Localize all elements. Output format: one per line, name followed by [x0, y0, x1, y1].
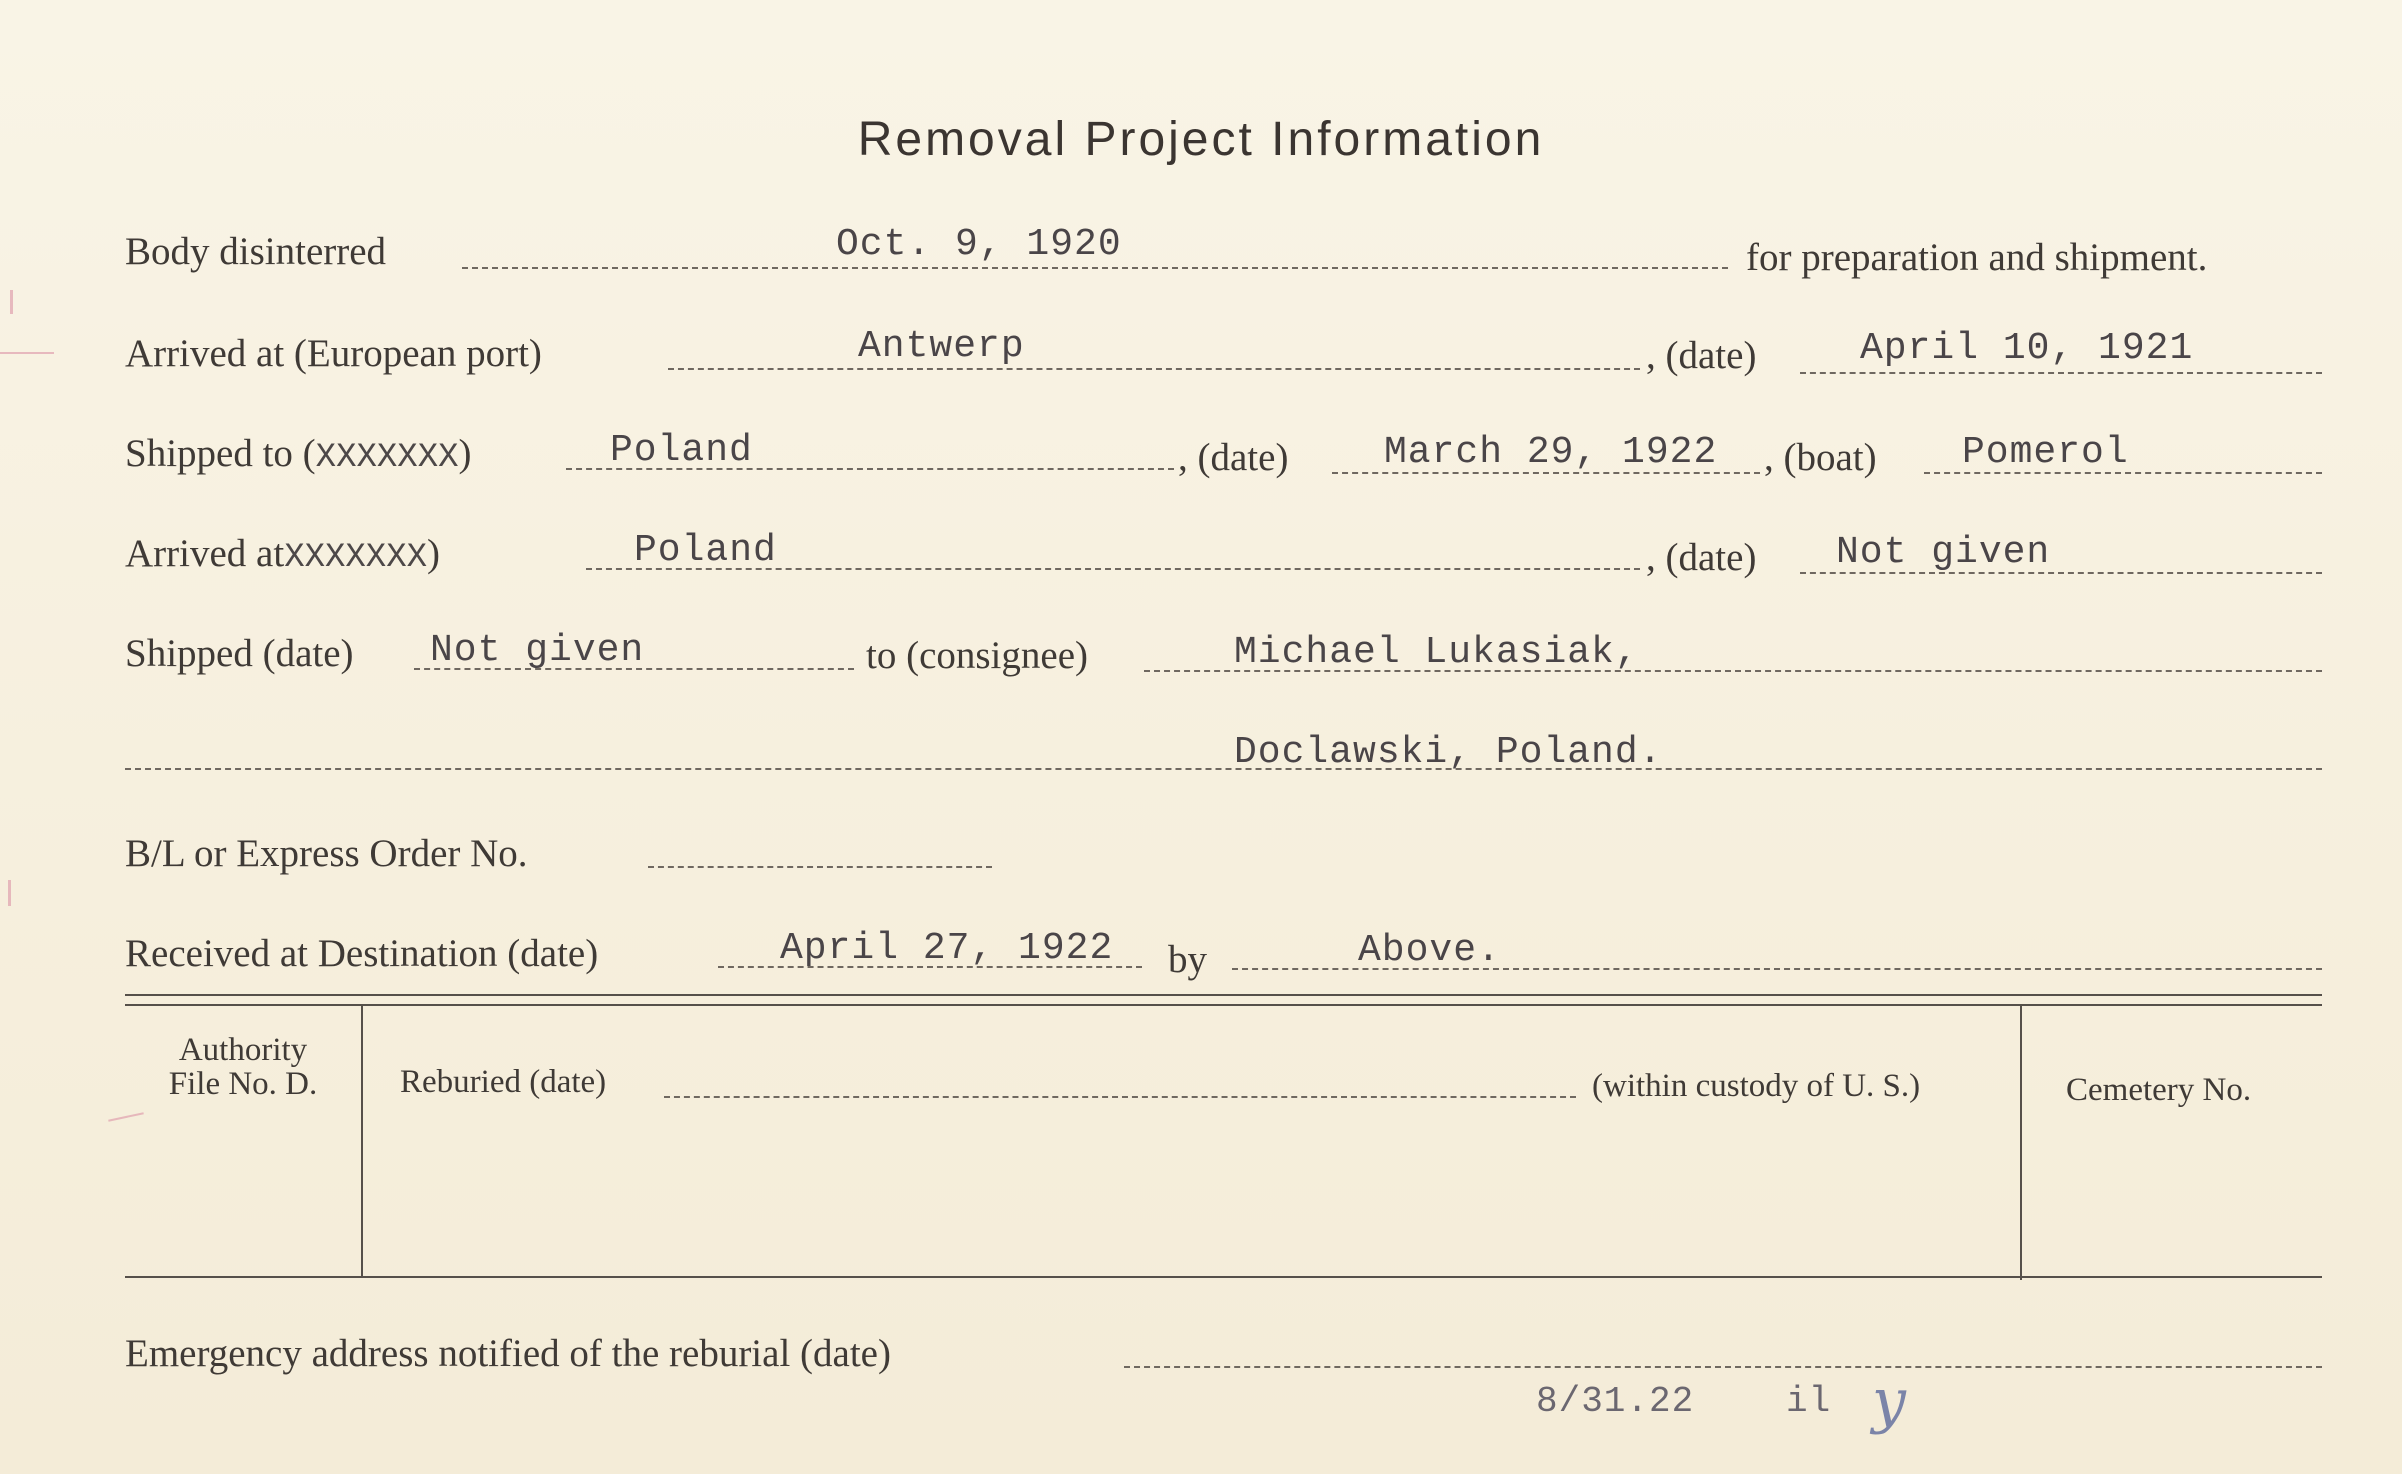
struck-port-text-2: XXXXXXX	[284, 539, 428, 577]
disinterred-label: Body disinterred	[125, 230, 387, 273]
arrived-europe-date: April 10, 1921	[1860, 327, 2194, 370]
cemetery-label: Cemetery No.	[2066, 1072, 2252, 1108]
shipped-to-label: Shipped to (XXXXXXX)	[125, 432, 472, 477]
arrived-europe-line	[668, 368, 1640, 370]
boat-value: Pomerol	[1962, 431, 2129, 474]
footer-code: 8/31.22	[1536, 1381, 1695, 1422]
arrived-europe-label: Arrived at (European port)	[125, 332, 542, 375]
consignee-label: to (consignee)	[866, 634, 1089, 677]
consignee-address-line	[125, 768, 2322, 770]
shipped-date-label: Shipped (date)	[125, 632, 354, 675]
bl-line	[648, 866, 992, 868]
arrived-at-label: Arrived atXXXXXXX)	[125, 532, 441, 577]
arrived-europe-date-line	[1800, 372, 2322, 374]
footer-initials: il	[1786, 1381, 1832, 1422]
received-by-label: by	[1168, 938, 1207, 981]
disinterred-line	[462, 267, 1728, 269]
custody-label: (within custody of U. S.)	[1592, 1068, 1921, 1104]
disinterred-value: Oct. 9, 1920	[836, 223, 1122, 266]
arrived-at-date-label: , (date)	[1646, 536, 1757, 579]
card-title: Removal Project Information	[857, 113, 1545, 166]
arrived-at-value: Poland	[634, 529, 777, 572]
edge-mark	[108, 1112, 144, 1121]
box-bottom-rule	[125, 1276, 2322, 1278]
emergency-line	[1124, 1366, 2322, 1368]
arrived-europe-value: Antwerp	[858, 325, 1025, 368]
edge-mark	[10, 290, 13, 314]
struck-port-text: XXXXXXX	[315, 439, 459, 477]
received-by: Above.	[1358, 929, 1501, 972]
edge-mark	[8, 880, 11, 906]
box-top-rule	[125, 994, 2322, 996]
shipped-to-value: Poland	[610, 429, 753, 472]
consignee-address: Doclawski, Poland.	[1234, 731, 1663, 774]
authority-label: Authority	[178, 1032, 308, 1068]
box-divider-left	[361, 1004, 363, 1276]
arrived-europe-date-label: , (date)	[1646, 334, 1757, 377]
box-top-rule-2	[125, 1004, 2322, 1006]
box-divider-right	[2020, 1004, 2022, 1280]
reburied-label: Reburied (date)	[400, 1064, 607, 1100]
edge-mark	[0, 352, 54, 354]
reburied-line	[664, 1096, 1576, 1098]
arrived-at-date: Not given	[1836, 531, 2051, 574]
shipped-date-value: Not given	[430, 629, 645, 672]
received-date: April 27, 1922	[780, 927, 1114, 970]
disinterred-suffix: for preparation and shipment.	[1746, 236, 2208, 279]
consignee-name: Michael Lukasiak,	[1234, 631, 1639, 674]
emergency-label: Emergency address notified of the reburial (date)	[125, 1332, 891, 1375]
shipped-to-date: March 29, 1922	[1384, 431, 1718, 474]
bl-label: B/L or Express Order No.	[125, 832, 528, 875]
file-no-label: File No. D.	[168, 1066, 318, 1102]
received-label: Received at Destination (date)	[125, 932, 599, 975]
boat-label: , (boat)	[1764, 436, 1877, 479]
shipped-to-date-label: , (date)	[1178, 436, 1289, 479]
handwritten-mark: y	[1872, 1366, 1906, 1436]
